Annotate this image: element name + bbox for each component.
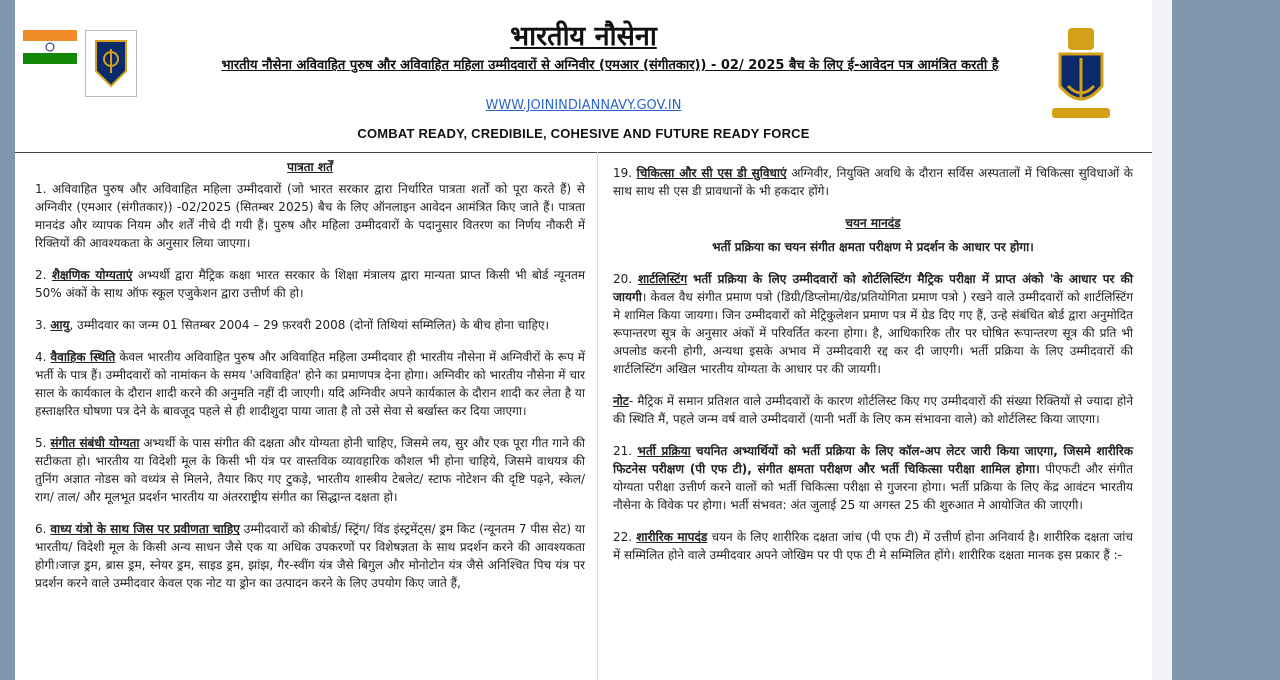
eligibility-heading: पात्रता शर्तें [287, 160, 333, 174]
paragraph-3: 3. आयु, उम्मीदवार का जन्म 01 सितम्बर 2004 – 29 फ़रवरी 2008 (दोनों तिथियां सम्मिलित) के बीच होना चाहिए। [35, 318, 550, 332]
selection-heading: चयन मानदंड [845, 216, 901, 230]
left-column [35, 158, 585, 606]
paragraph-4: 4. वैवाहिक स्थिति केवल भारतीय अविवाहित पुरुष और अविवाहित महिला उम्मीदवार ही भारतीय नौसेना में अग्निवीरों के रूप में भर्ती के पात्र हैं। उम्मीदवारों को नामांकन के समय 'अविवाहित' होने का प्रमाणपत्र देना होगा। अग्निवीर को भारतीय नौसेना में चार साल के कार्यकाल के दौरान शादी करने की अनुमति नहीं दी जाएगी। यदि अग्निवीर अपने कार्यकाल के दौरान शादी कर लेता है या हस्ताक्षरित घोषणा पत्र देने के बावजूद पहले से ही शादीशुदा पाया जाता है तो उसे सेवा से बर्खास्त कर दिया जाएगा। [35, 350, 585, 418]
paragraph-5: 5. संगीत संबंधी योग्यता अभ्यर्थी के पास संगीत की दक्षता और योग्यता होनी चाहिए, जिसमे लय, सुर और एक पूरा गीत गाने की सटीकता हो। भारतीय या विदेशी मूल के किसी भी यंत्र पर वास्तविक व्यावहारिक कौशल भी होना चाहिये, जिसमे वाधयत्र की तुनिंग अज्ञात नोडस को वध्यंत्र से मिलने, तैयार किए गए टुकड़े, भारतीय शास्त्रीय टेबलेट/ स्टाफ नोटेशन की दृष्टि पढ़ने, स्केल/ राग/ ताल/ और मूलभूत प्रदर्शन भारतीय या अंतरराष्ट्रीय संगीत का सिद्धान्त दक्षता हो। [35, 436, 585, 504]
paragraph-6: 6. वाध्य यंत्रो के साथ जिस पर प्रवीणता चाहिए उम्मीदवारों को कीबोर्ड/ स्ट्रिंग/ विंड इंस्ट्रमेंट्स/ ड्रम किट (न्यूनतम 7 पीस सेट) या भारतीय/ विदेशी मूल के किसी अन्य साधन जैसे एक या अधिक उपकरणों पर विशेषज्ञता के साथ प्रदर्शन करने की आवश्यकता होगी।जाज़ ड्रम, ब्रास ड्रम, स्नेयर ड्रम, साइड ड्रम, झांझ, गैर-स्वींग यंत्र जैसे बिगुल और मोनोटोन यंत्र जैसे अनिश्चित पिच यंत्र पर प्रदर्शन करने वाले उम्मीदवार केवल एक नोट या ड्रोन का उत्पादन करने के लिए उपयोग किए जाते हैं, [35, 522, 585, 590]
paragraph-2: 2. शैक्षणिक योग्यताएं अभ्यर्थी द्वारा मैट्रिक कक्षा भारत सरकार के शिक्षा मंत्रालय द्वारा मान्यता प्राप्त किसी भी बोर्ड न्यूनतम 50% अंकों के साथ ऑफ स्कूल एजुकेशन द्वारा उत्तीर्ण की हो। [35, 268, 585, 300]
paragraph-19: 19. चिकित्सा और सी एस डी सुविधाएं अग्निवीर, नियुक्ति अवधि के दौरान सर्विस अस्पतालों में चिकित्सा सुविधाओं के साथ साथ सी एस डी प्रावधानों के भी हकदार होंगे। [613, 166, 1133, 198]
selection-line: भर्ती प्रक्रिया का चयन संगीत क्षमता परीक्षण मे प्रदर्शन के आधार पर होगा। [712, 240, 1034, 254]
column-divider [597, 152, 598, 680]
paragraph-20: 20. शार्टलिस्टिंग भर्ती प्रक्रिया के लिए उम्मीदवारों को शोर्टलिस्टिंग मैट्रिक परीक्षा में प्राप्त अंको 'के आधार पर की जायगी। केवल वैध संगीत प्रमाण पत्रो (डिग्री/डिप्लोमा/ग्रेड/प्रतियोगिता प्रमाण पत्रो ) रखने वाले उम्मीदवारों को शार्टलिस्टिंग मे शामिल किया जायगा। जिन उम्मीदवारों को मेट्रिकुलेशन प्रमाण पत्र में ग्रेड दिए गए हैं, उन्हे संबंधित बोर्ड द्वारा अनुमोदित रूपान्तरण सूत्र के अनुसार अंकों में परिवर्तित करना होगा। है, आधिकारिक तौर पर घोषित रूपान्तरण सूत्र की प्रति भी अपलोड करनी होगी, अन्यथा इसके अभाव में उम्मीदवारी रद्द कर दी जाएगी। भर्ती प्रक्रिया के लिए उम्मीदवारों की शार्टलिस्टिंग अखिल भारतीय योग्यता के आधार पर की जायगी। [613, 272, 1133, 376]
right-background [1172, 0, 1280, 680]
website-link[interactable]: WWW.JOININDIANNAVY.GOV.IN [485, 98, 682, 113]
viewer-scrollbar[interactable] [1152, 0, 1172, 680]
page-title: भारतीय नौसेना [510, 21, 657, 52]
document-page [15, 0, 1152, 680]
note-paragraph: नोट- मैट्रिक में समान प्रतिशत वाले उम्मीदवारों के कारण शोर्टलिस्ट किए गए उम्मीदवारों की संख्या रिक्तियों से ज्यादा होने की स्थिति मैं, पहले जन्म वर्ष वाले उम्मीदवारों (यानी भर्ती के लिए कम संभावना वाले) को शोर्टलिस्ट किया जाएगा। [613, 394, 1133, 426]
right-column [613, 164, 1133, 578]
page-subtitle: भारतीय नौसेना अविवाहित पुरुष और अविवाहित महिला उम्मीदवारों से अग्निवीर (एमआर (संगीतकार)) - 02/ 2025 बैच के लिए ई-आवेदन पत्र आमंत्रित करती है [221, 58, 999, 73]
navy-emblem-icon [1046, 24, 1116, 124]
motto: COMBAT READY, CREDIBILE, COHESIVE AND FUTURE READY FORCE [357, 126, 810, 141]
left-background [0, 0, 15, 680]
paragraph-1: 1. अविवाहित पुरुष और अविवाहित महिला उम्मीदवारों (जो भारत सरकार द्वारा निर्धारित पात्रता शर्तों को पूरा करते हैं) से अग्निवीर (एमआर (संगीतकार)) -02/2025 (सितम्बर 2025) बैच के लिए ऑनलाइन आवेदन आमंत्रित किए जाते हैं। पात्रता मानदंड और व्यापक नियम और शर्तें नीचे दी गयी हैं। पुरुष और महिला उम्मीदवारों के पदानुसार वितरण का निर्णय नौकरी में रिक्तियों की आवश्यकता के अनुसार लिया जाएगा। [35, 182, 585, 250]
paragraph-22: 22. शारीरिक मापदंड चयन के लिए शारीरिक दक्षता जांच (पी एफ टी) में उत्तीर्ण होना अनिवार्य है। शारीरिक दक्षता जांच में सम्मिलित होने वाले उम्मीदवार अपने जोखिम पर पी एफ टी मे सम्मिलित होंगे। शारीरिक दक्षता मानक इस प्रकार हैं :- [613, 530, 1133, 562]
page-header [15, 0, 1152, 153]
paragraph-21: 21. भर्ती प्रक्रिया चयनित अभ्यार्थियों को भर्ती प्रक्रिया के लिए कॉल-अप लेटर जारी किया जाएगा, जिसमे शारीरिक फिटनेस परीक्षण (पी एफ टी), संगीत क्षमता परीक्षण और भर्ती चिकित्सा परीक्षा शामिल होगा। पीएफटी और संगीत योग्यता परीक्षा उत्तीर्ण करने वालों को भर्ती चिकित्सा परीक्षा से गुजरना होगा। भर्ती प्रक्रिया के लिए केंद्र आवंटन भारतीय नौसेना के विवेक पर होगा। भर्ती संभवत: अंत जुलाई 25 या अगस्त 25 की शुरुआत मे आयोजित की जाएगी। [613, 444, 1133, 512]
